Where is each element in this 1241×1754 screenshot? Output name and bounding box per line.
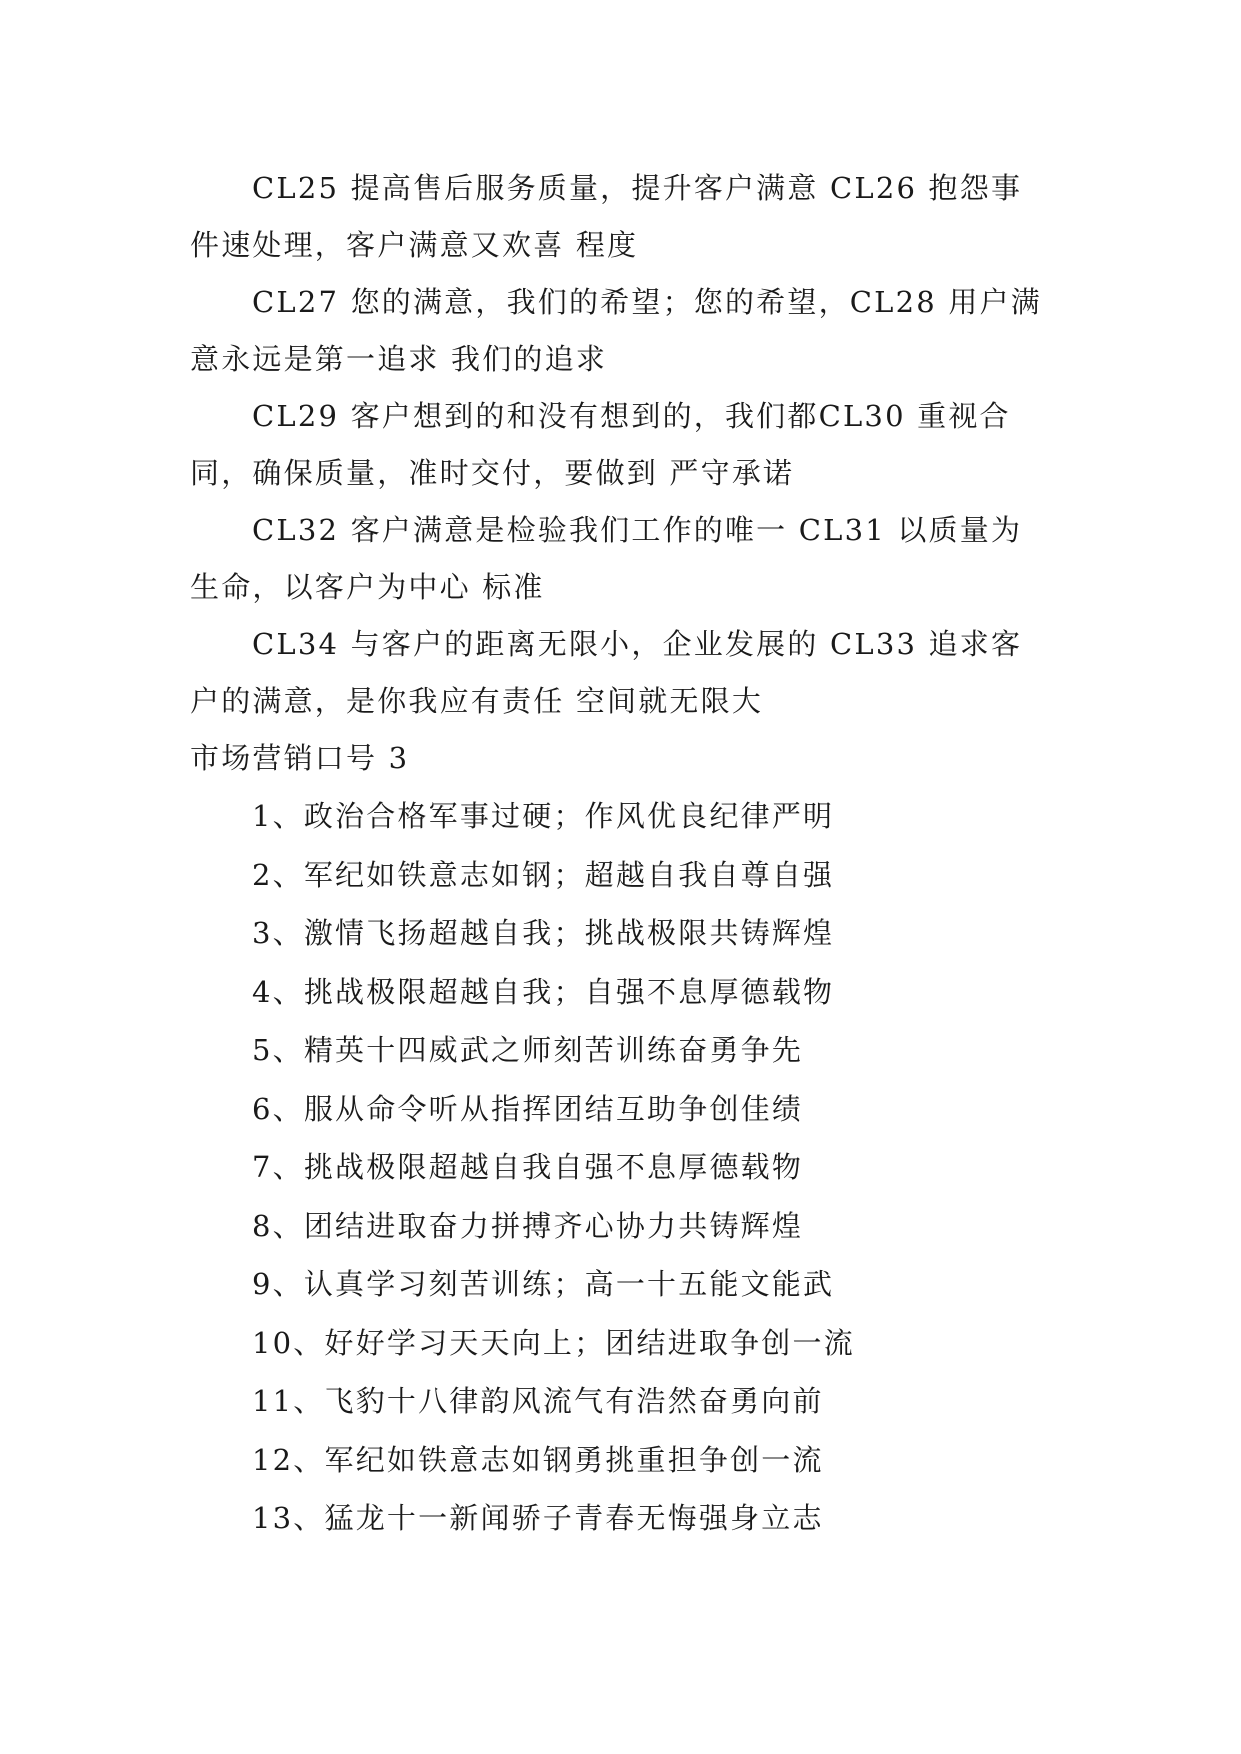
- document-body: [190, 160, 1050, 1548]
- slogan-list: [190, 787, 1050, 1548]
- slogan-item: 12、军纪如铁意志如钢勇挑重担争创一流: [252, 1442, 824, 1477]
- paragraph-cl29-cl30: CL29 客户想到的和没有想到的，我们都CL30 重视合同，确保质量，准时交付，要做到 严守承诺: [190, 399, 1011, 490]
- paragraph-cl25-cl26: CL25 提高售后服务质量，提升客户满意 CL26 抱怨事件速处理，客户满意又欢喜 程度: [190, 171, 1023, 262]
- slogan-item: 2、军纪如铁意志如钢；超越自我自尊自强: [252, 857, 835, 892]
- slogan-item: 11、飞豹十八律韵风流气有浩然奋勇向前: [252, 1384, 824, 1418]
- section-title: 市场营销口号 3: [190, 741, 410, 775]
- slogan-item: 6、服从命令听从指挥团结互助争创佳绩: [252, 1091, 804, 1126]
- slogan-item: 3、激情飞扬超越自我；挑战极限共铸辉煌: [252, 916, 835, 950]
- paragraph-cl34-cl33: CL34 与客户的距离无限小，企业发展的 CL33 追求客户的满意，是你我应有责任 空间就无限大: [190, 627, 1023, 718]
- paragraph-cl32-cl31: CL32 客户满意是检验我们工作的唯一 CL31 以质量为生命，以客户为中心 标准: [190, 513, 1023, 604]
- slogan-item: 4、挑战极限超越自我；自强不息厚德载物: [252, 974, 835, 1009]
- slogan-item: 9、认真学习刻苦训练；高一十五能文能武: [252, 1267, 835, 1301]
- slogan-item: 10、好好学习天天向上；团结进取争创一流: [252, 1325, 855, 1360]
- slogan-item: 5、精英十四威武之师刻苦训练奋勇争先: [252, 1033, 804, 1067]
- slogan-item: 7、挑战极限超越自我自强不息厚德载物: [252, 1150, 804, 1184]
- slogan-item: 13、猛龙十一新闻骄子青春无悔强身立志: [252, 1501, 824, 1535]
- paragraph-cl27-cl28: CL27 您的满意，我们的希望；您的希望，CL28 用户满意永远是第一追求 我们的追求: [190, 285, 1042, 376]
- slogan-item: 1、政治合格军事过硬；作风优良纪律严明: [252, 799, 835, 833]
- slogan-item: 8、团结进取奋力拼搏齐心协力共铸辉煌: [252, 1208, 804, 1243]
